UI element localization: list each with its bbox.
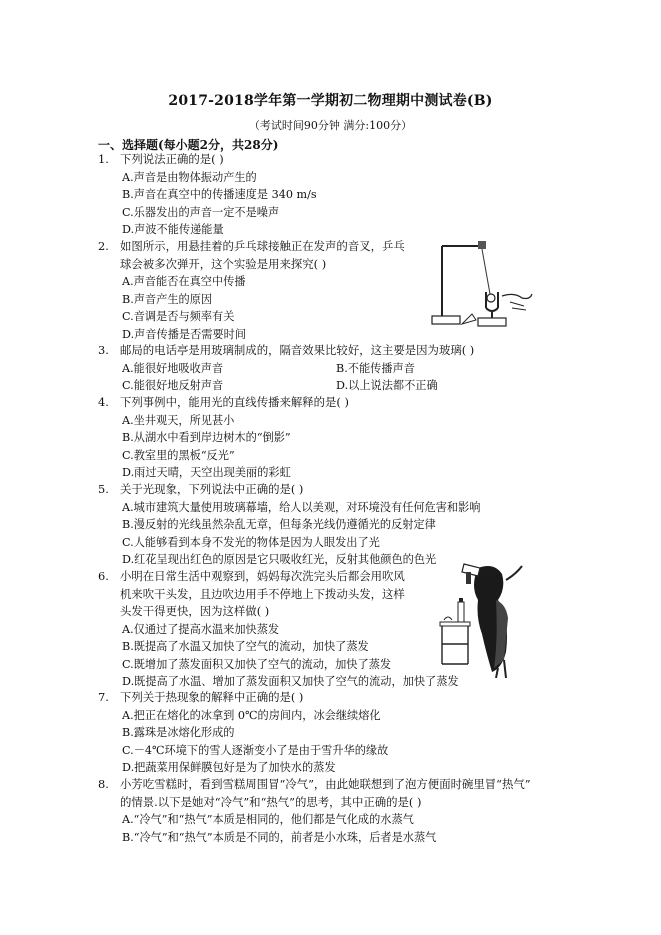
question-1	[98, 151, 317, 239]
arm	[506, 566, 522, 580]
option-d: D.红花呈现出红色的原因是它只吸收红光，反射其他颜色的色光	[122, 553, 437, 567]
question-stem: 小明在日常生活中观察到，妈妈每次洗完头后都会用吹风	[120, 569, 405, 583]
option-a: A.城市建筑大量使用玻璃幕墙，给人以美观，对环境没有任何危害和影响	[122, 500, 481, 514]
hand	[502, 294, 532, 299]
question-7	[98, 689, 388, 777]
option-d: D.声波不能传递能量	[122, 223, 224, 237]
question-number: 2.	[98, 239, 109, 253]
dryer-handle	[466, 572, 471, 584]
string	[482, 249, 490, 294]
option-b: B.不能传播声音	[336, 361, 415, 375]
option-b: B.声音产生的原因	[122, 292, 213, 306]
mallet	[462, 314, 476, 324]
question-number: 7.	[98, 690, 109, 704]
question-stem: 关于光现象，下列说法中正确的是( )	[120, 482, 304, 496]
option-b: B.既提高了水温又加快了空气的流动，加快了蒸发	[122, 640, 369, 654]
question-stem: 小芳吃雪糕时，看到雪糕周围冒“冷气”，由此她联想到了泡方便面时碗里冒“热气”	[120, 777, 531, 791]
option-a: A.仅通过了提高水温来加快蒸发	[122, 622, 280, 636]
option-a: A.声音能否在真空中传播	[122, 275, 246, 288]
question-stem: 下列说法正确的是( )	[120, 152, 224, 166]
exam-subtitle: （考试时间90分钟 满分:100分）	[248, 119, 413, 132]
fork-box	[478, 318, 506, 326]
option-c: C.音调是否与频率有关	[122, 310, 235, 324]
question-number: 1.	[98, 152, 109, 166]
option-a: A.坐井观天，所见甚小	[122, 413, 235, 427]
option-a: A.把正在熔化的冰拿到 0℃的房间内，冰会继续熔化	[122, 708, 381, 722]
option-a: A.声音是由物体振动产生的	[122, 170, 257, 184]
cup	[444, 617, 452, 620]
option-b: B.漫反射的光线虽然杂乱无章，但每条光线仍遵循光的反射定律	[122, 518, 436, 532]
option-c: C.既增加了蒸发面积又加快了空气的流动，加快了蒸发	[122, 657, 392, 671]
question-number: 5.	[98, 482, 109, 496]
option-d: D.把蔬菜用保鲜膜包好是为了加快水的蒸发	[122, 761, 336, 775]
option-b: B.露珠是冰熔化形成的	[122, 726, 235, 740]
clamp	[478, 241, 486, 249]
option-c: C.人能够看到本身不发光的物体是因为人眼发出了光	[122, 535, 380, 549]
option-c: C.能很好地反射声音	[122, 379, 224, 393]
question-3	[98, 342, 550, 395]
table-top	[440, 622, 470, 626]
ping-pong-ball	[487, 294, 495, 302]
stand-base	[432, 316, 460, 324]
question-stem: 下列事例中，能用光的直线传播来解释的是( )	[120, 395, 349, 409]
question-4	[98, 394, 349, 482]
question-number: 3.	[98, 343, 109, 357]
question-6	[98, 568, 459, 691]
question-stem-continued: 的情景.以下是她对“冷气”和“热气”的思考，其中正确的是( )	[120, 794, 422, 809]
question-stem-continued: 球会被多次弹开，这个实验是用来探究( )	[120, 256, 327, 271]
option-c: C.教室里的黑板“反光”	[122, 448, 235, 462]
bottle-cap	[459, 598, 463, 602]
fingers	[510, 302, 526, 310]
option-d: D.声音传播是否需要时间	[122, 327, 247, 341]
table-frame	[442, 626, 468, 664]
option-b: B.从湖水中看到岸边树木的“倒影”	[122, 431, 291, 445]
option-a: A.能很好地吸收声音	[122, 361, 224, 375]
question-stem: 邮局的电话亭是用玻璃制成的，隔音效果比较好，这主要是因为玻璃( )	[120, 343, 475, 357]
option-d: D.以上说法都不正确	[336, 379, 438, 393]
question-5	[98, 481, 480, 569]
question-stem: 如图所示，用悬挂着的乒乓球接触正在发声的音叉，乒乓	[120, 239, 405, 253]
question-number: 8.	[98, 777, 109, 791]
option-d: D.雨过天晴，天空出现美丽的彩虹	[122, 466, 291, 480]
option-d: D.既提高了水温、增加了蒸发面积又加快了空气的流动，加快了蒸发	[122, 675, 459, 689]
question-8	[98, 776, 531, 846]
question-number: 6.	[98, 569, 109, 583]
section-heading: 一、选择题(每小题2分，共28分)	[98, 138, 279, 152]
exam-title: 2017-2018学年第一学期初二物理期中测试卷(B)	[168, 93, 493, 109]
bottle	[458, 602, 464, 622]
question-stem-continued: 机来吹干头发，且边吹边用手不停地上下拨动头发，这样	[120, 586, 405, 601]
question-stem: 下列关于热现象的解释中正确的是( )	[120, 690, 304, 704]
option-c: C.乐器发出的声音一定不是噪声	[122, 205, 280, 219]
hair-dryer-figure	[436, 560, 532, 678]
question-stem-continued: 头发干得更快，因为这样做( )	[120, 604, 270, 618]
option-b: B.声音在真空中的传播速度是 340 m/s	[122, 188, 317, 202]
question-number: 4.	[98, 395, 109, 409]
option-c: C.－4℃环境下的雪人逐渐变小了是由于雪升华的缘故	[122, 743, 389, 757]
tuning-fork-figure	[428, 236, 536, 332]
option-a: A.“冷气”和“热气”本质是相同的，他们都是气化成的水蒸气	[122, 813, 414, 826]
option-b: B.“冷气”和“热气”本质是不同的，前者是小水珠，后者是水蒸气	[122, 830, 437, 844]
question-2	[98, 238, 405, 343]
leg	[504, 660, 506, 678]
